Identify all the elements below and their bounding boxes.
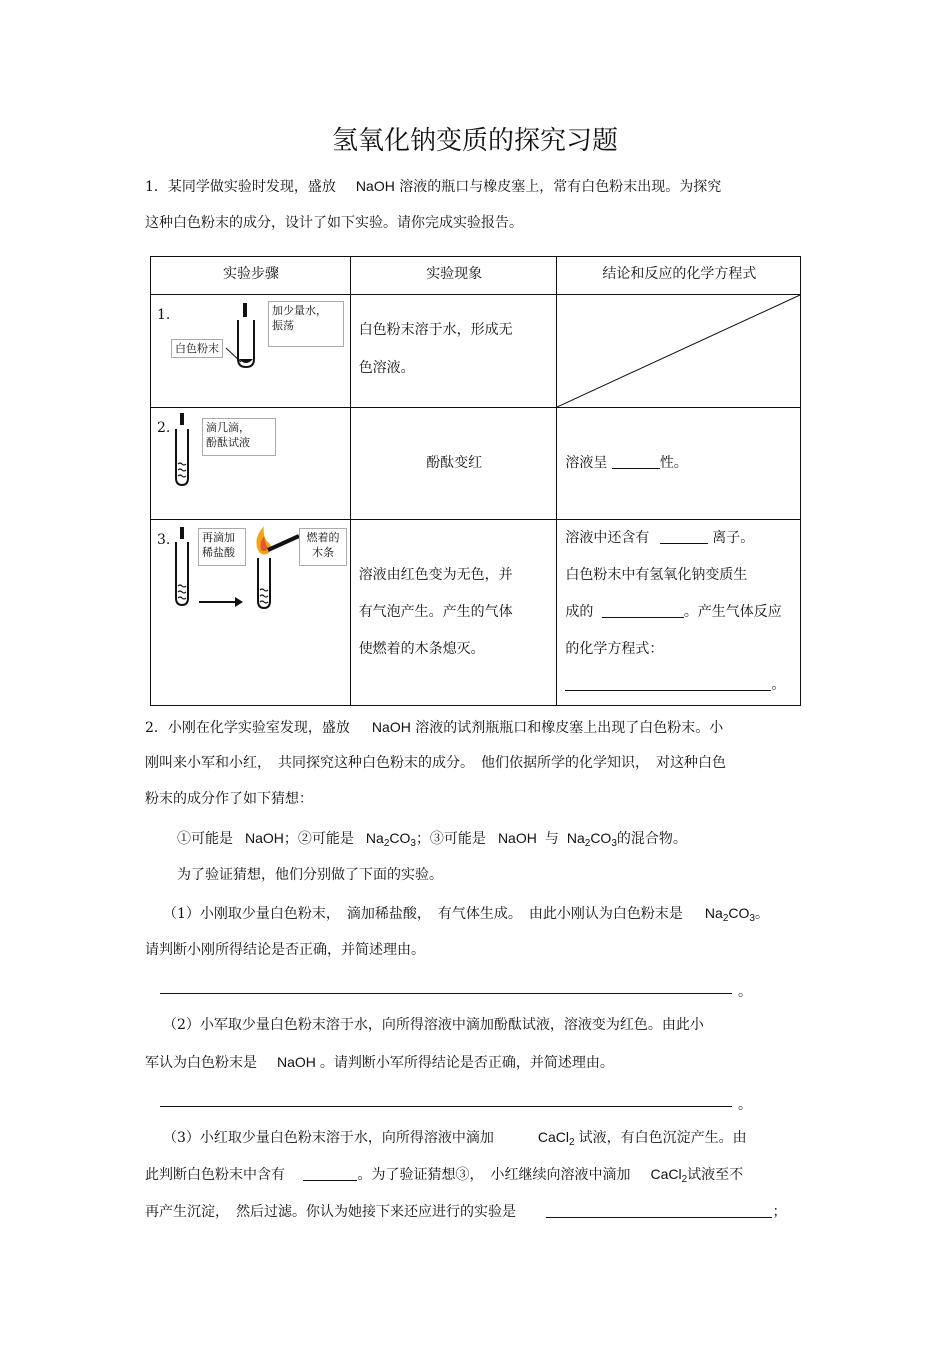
conclusion-line: 白色粉末中有氢氧化钠变质生	[565, 567, 748, 583]
conclusion-line	[565, 603, 781, 621]
q1-intro-line1	[145, 177, 721, 196]
q2-line3: 粉末的成分作了如下猜想：	[145, 791, 313, 807]
part-text: 试液，有白色沉淀产生。由	[578, 1130, 747, 1146]
answer-blank[interactable]	[660, 529, 708, 544]
answer-blank[interactable]	[303, 1166, 357, 1181]
conclusion-post: 。产生气体反应	[683, 604, 782, 620]
conclusion-post: 离子。	[712, 530, 755, 546]
q1-intro-line2: 这种白色粉末的成分，设计了如下实验。请你完成实验报告。	[145, 215, 523, 231]
phenomenon-line: 有气泡产生。产生的气体	[358, 604, 513, 620]
q2-line1	[145, 718, 723, 737]
chem-formula: NaOH	[245, 830, 284, 846]
step-number: 1.	[157, 307, 171, 323]
chem-formula: NaOH	[497, 830, 537, 846]
q2-guesses	[177, 829, 687, 848]
q2-part3-line3	[145, 1203, 786, 1221]
part-text: ；	[772, 1204, 787, 1220]
q2-line2: 刚叫来小军和小红， 共同探究这种白色粉末的成分。 他们依据所学的化学知识， 对这种白色	[145, 755, 726, 771]
part-text: 此判断白色粉末中含有	[145, 1167, 285, 1183]
part-text: （1）小刚取少量白色粉末， 滴加稀盐酸， 有气体生成。 由此小刚认为白色粉末是	[163, 906, 683, 922]
chem-formula: $Na_2CO_3$	[704, 905, 755, 924]
label-add-water: 加少量水， 振荡	[268, 301, 344, 347]
answer-blank[interactable]	[602, 603, 684, 618]
conclusion-post: 。	[771, 677, 786, 693]
phenomenon-line: 溶液由红色变为无色，并	[358, 567, 513, 583]
part-text: 军认为白色粉末是	[145, 1055, 257, 1071]
q2-part3-line1	[163, 1128, 747, 1147]
step-number: 2.	[157, 420, 171, 436]
chem-formula: $Na_2CO_3$	[365, 830, 416, 849]
conclusion-line	[565, 676, 785, 694]
conclusion-pre: 溶液呈	[565, 455, 608, 471]
q2-text: 2．小刚在化学实验室发现，盛放	[145, 720, 350, 736]
conclusion-pre: 成的	[565, 604, 594, 620]
answer-blank[interactable]	[612, 454, 660, 469]
chem-formula: NaOH	[371, 719, 411, 735]
guess-text: ①可能是	[177, 831, 233, 847]
phenomenon-line: 色溶液。	[358, 360, 415, 376]
equation-blank[interactable]	[565, 676, 771, 691]
phenomenon-line: 使燃着的木条熄灭。	[358, 641, 485, 657]
q2-verify: 为了验证猜想，他们分别做了下面的实验。	[177, 867, 443, 883]
end-mark: 。	[738, 984, 752, 1000]
part-text: 。	[754, 906, 769, 922]
page-title: 氢氧化钠变质的探究习题	[331, 126, 618, 156]
part-text: 试液至不	[687, 1167, 744, 1183]
answer-line[interactable]	[160, 993, 732, 994]
answer-blank[interactable]	[546, 1203, 772, 1218]
q2-part1-line1	[163, 904, 769, 923]
q2-part3-line2	[145, 1165, 743, 1184]
answer-line[interactable]	[160, 1106, 732, 1107]
header-steps: 实验步骤	[223, 266, 279, 282]
guess-text: 与	[544, 831, 559, 847]
chem-formula: CaCl$_2$	[537, 1129, 575, 1148]
chem-formula: NaOH	[277, 1054, 316, 1070]
guess-text: 的混合物。	[616, 831, 687, 847]
diagonal-strike	[557, 295, 801, 408]
experiment-table	[150, 256, 801, 706]
table-row	[151, 408, 801, 520]
chem-formula: NaOH	[355, 178, 395, 194]
chem-formula: CaCl$_2$	[650, 1166, 688, 1185]
guess-text: ；②可能是	[283, 831, 354, 847]
label-hydrochloric-acid: 再滴加 稀盐酸	[198, 528, 246, 566]
part-text: 。请判断小军所得结论是否正确，并简述理由。	[319, 1055, 614, 1071]
header-conclusion: 结论和反应的化学方程式	[602, 266, 757, 282]
chem-formula: $Na_2CO_3$	[566, 830, 617, 849]
table-row	[151, 295, 801, 408]
q2-part2-line2	[145, 1053, 614, 1072]
header-phenomenon: 实验现象	[426, 266, 483, 282]
label-burning-stick: 燃着的 木条	[299, 528, 347, 566]
part-text: （3）小红取少量白色粉末溶于水，向所得溶液中滴加	[163, 1130, 494, 1146]
step-number: 3.	[157, 532, 171, 548]
guess-text: ；③可能是	[415, 831, 486, 847]
conclusion-line: 的化学方程式：	[565, 641, 664, 657]
phenomenon-text: 酚酞变红	[426, 455, 483, 471]
part-text: 。为了验证猜想③， 小红继续向溶液中滴加	[357, 1167, 631, 1183]
label-white-powder: 白色粉末	[171, 339, 223, 358]
conclusion-line	[565, 529, 754, 547]
q2-part1-line2: 请判断小刚所得结论是否正确，并简述理由。	[145, 942, 425, 958]
part-text: 再产生沉淀， 然后过滤。你认为她接下来还应进行的实验是	[145, 1204, 516, 1220]
q1-text: 溶液的瓶口与橡皮塞上，常有白色粉末出现。为探究	[399, 179, 722, 195]
conclusion-pre: 溶液中还含有	[565, 530, 650, 546]
conclusion-post: 性。	[659, 455, 688, 471]
conclusion-text	[565, 454, 687, 472]
q2-part2-line1: （2）小军取少量白色粉末溶于水，向所得溶液中滴加酚酞试液，溶液变为红色。由此小	[163, 1017, 704, 1033]
label-phenolphthalein: 滴几滴， 酚酞试液	[202, 418, 276, 456]
end-mark: 。	[738, 1097, 752, 1113]
table-header-row	[151, 257, 801, 295]
phenomenon-line: 白色粉末溶于水，形成无	[358, 322, 513, 338]
q2-text: 溶液的试剂瓶瓶口和橡皮塞上出现了白色粉末。小	[415, 720, 724, 736]
q1-text: 1．某同学做实验时发现，盛放	[145, 179, 336, 195]
table-row	[151, 520, 801, 706]
